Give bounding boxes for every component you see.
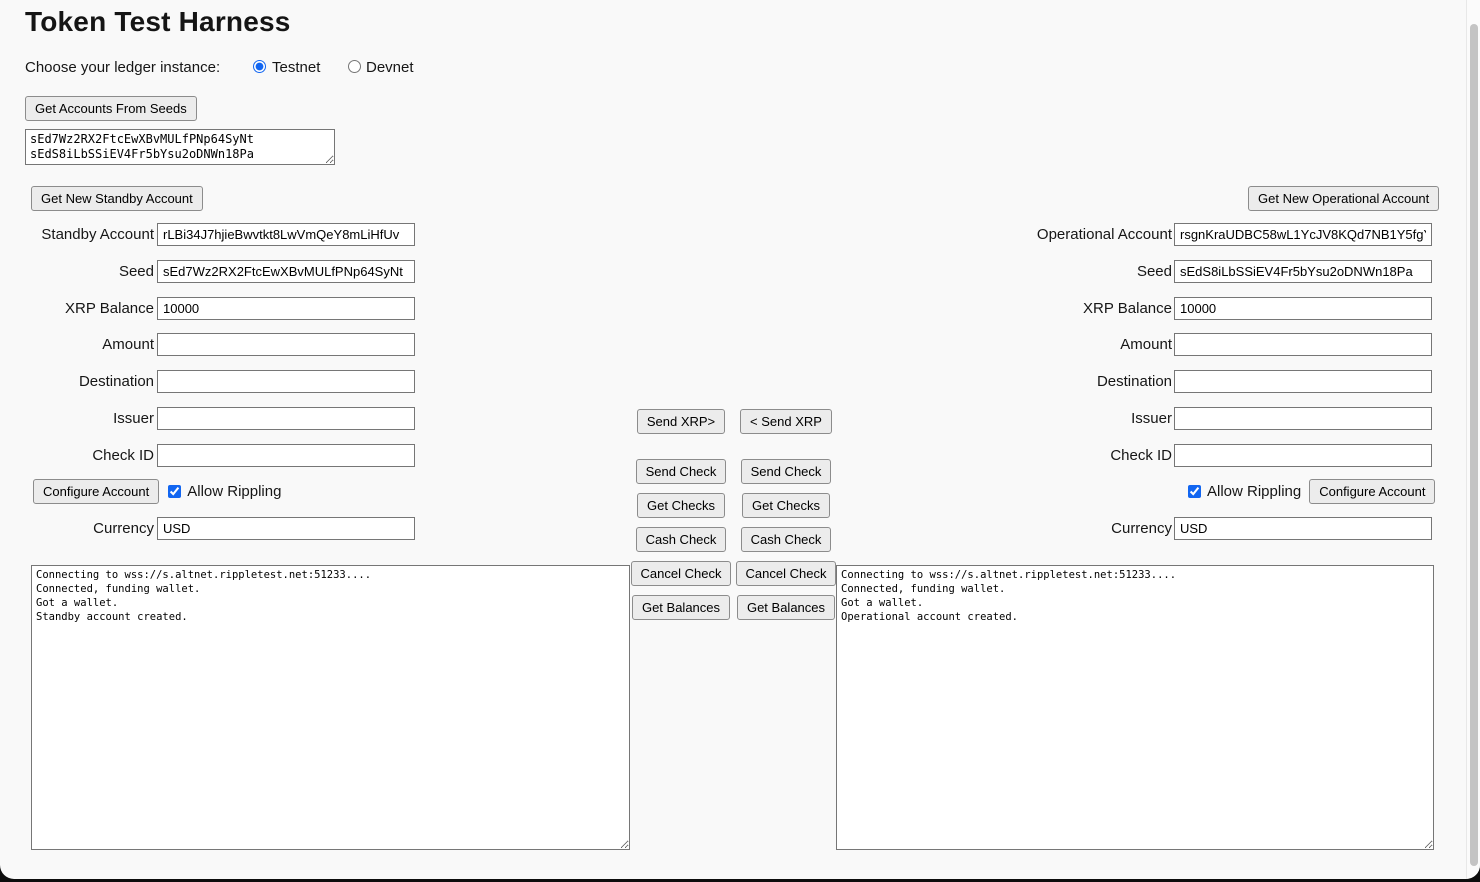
operational-amount-input[interactable] (1174, 333, 1432, 356)
standby-xrp-balance-input[interactable] (157, 297, 415, 320)
standby-cancel-check-button[interactable]: Cancel Check (631, 561, 732, 586)
standby-amount-label: Amount (102, 336, 154, 353)
standby-issuer-row (0, 407, 415, 430)
standby-issuer-input[interactable] (157, 407, 415, 430)
devnet-radio[interactable] (348, 60, 361, 73)
standby-currency-input[interactable] (157, 517, 415, 540)
testnet-radio[interactable] (253, 60, 266, 73)
standby-send-xrp-button[interactable]: Send XRP> (637, 409, 725, 434)
operational-actions-stack (736, 409, 836, 620)
standby-destination-row (0, 370, 415, 393)
vertical-scrollbar[interactable] (1466, 0, 1480, 879)
operational-send-xrp-button[interactable]: < Send XRP (740, 409, 832, 434)
operational-account-input[interactable] (1174, 223, 1432, 246)
operational-allow-rippling-label: Allow Rippling (1207, 483, 1302, 500)
standby-seed-row (0, 260, 415, 283)
standby-allow-rippling-label: Allow Rippling (187, 483, 282, 500)
get-new-operational-account-button[interactable]: Get New Operational Account (1248, 186, 1439, 211)
standby-seed-label: Seed (118, 263, 154, 280)
operational-currency-label: Currency (1111, 520, 1172, 537)
operational-currency-input[interactable] (1174, 517, 1432, 540)
standby-check-id-input[interactable] (157, 444, 415, 467)
standby-amount-input[interactable] (157, 333, 415, 356)
testnet-label: Testnet (272, 59, 321, 76)
standby-amount-row (0, 333, 415, 356)
operational-allow-rippling-checkbox[interactable] (1188, 485, 1201, 498)
operational-check-id-input[interactable] (1174, 444, 1432, 467)
operational-cancel-check-button[interactable]: Cancel Check (736, 561, 837, 586)
operational-result-log[interactable] (836, 565, 1434, 850)
operational-issuer-input[interactable] (1174, 407, 1432, 430)
standby-account-label: Standby Account (41, 226, 154, 243)
operational-account-label: Operational Account (1036, 226, 1172, 243)
standby-seed-input[interactable] (157, 260, 415, 283)
standby-check-id-label: Check ID (92, 447, 154, 464)
ledger-instance-prompt: Choose your ledger instance: (25, 59, 221, 76)
standby-xrp-balance-label: XRP Balance (65, 300, 154, 317)
standby-get-balances-button[interactable]: Get Balances (632, 595, 730, 620)
vertical-scrollbar-thumb[interactable] (1470, 24, 1478, 866)
operational-configure-account-button[interactable]: Configure Account (1309, 479, 1435, 504)
standby-account-input[interactable] (157, 223, 415, 246)
operational-destination-row (1017, 370, 1432, 393)
operational-send-check-button[interactable]: Send Check (741, 459, 832, 484)
standby-xrp-balance-row (0, 297, 415, 320)
operational-destination-input[interactable] (1174, 370, 1432, 393)
operational-check-id-row (1017, 444, 1432, 467)
standby-check-id-row (0, 444, 415, 467)
standby-account-row (0, 223, 415, 246)
operational-seed-row (1017, 260, 1432, 283)
standby-cash-check-button[interactable]: Cash Check (636, 527, 727, 552)
get-new-standby-account-button[interactable]: Get New Standby Account (31, 186, 203, 211)
operational-xrp-balance-label: XRP Balance (1083, 300, 1172, 317)
standby-configure-row (33, 479, 281, 504)
standby-destination-input[interactable] (157, 370, 415, 393)
operational-seed-input[interactable] (1174, 260, 1432, 283)
operational-currency-row (1017, 517, 1432, 540)
standby-destination-label: Destination (78, 373, 154, 390)
get-accounts-from-seeds-button[interactable]: Get Accounts From Seeds (25, 96, 197, 121)
operational-amount-label: Amount (1120, 336, 1172, 353)
standby-allow-rippling-checkbox[interactable] (168, 485, 181, 498)
operational-issuer-label: Issuer (1131, 410, 1172, 427)
standby-send-check-button[interactable]: Send Check (636, 459, 727, 484)
standby-currency-label: Currency (93, 520, 154, 537)
standby-currency-row (0, 517, 415, 540)
operational-get-checks-button[interactable]: Get Checks (742, 493, 830, 518)
operational-cash-check-button[interactable]: Cash Check (741, 527, 832, 552)
standby-result-log[interactable] (31, 565, 630, 850)
standby-get-checks-button[interactable]: Get Checks (637, 493, 725, 518)
operational-check-id-label: Check ID (1110, 447, 1172, 464)
operational-issuer-row (1017, 407, 1432, 430)
standby-actions-stack (631, 409, 731, 620)
operational-account-row (1017, 223, 1432, 246)
devnet-label: Devnet (366, 59, 414, 76)
operational-seed-label: Seed (1136, 263, 1172, 280)
page-title: Token Test Harness (25, 6, 291, 37)
standby-configure-account-button[interactable]: Configure Account (33, 479, 159, 504)
operational-amount-row (1017, 333, 1432, 356)
operational-destination-label: Destination (1096, 373, 1172, 390)
standby-issuer-label: Issuer (113, 410, 154, 427)
operational-configure-row (1188, 479, 1435, 504)
operational-xrp-balance-input[interactable] (1174, 297, 1432, 320)
seeds-textarea[interactable] (25, 129, 335, 165)
operational-get-balances-button[interactable]: Get Balances (737, 595, 835, 620)
operational-xrp-balance-row (1017, 297, 1432, 320)
